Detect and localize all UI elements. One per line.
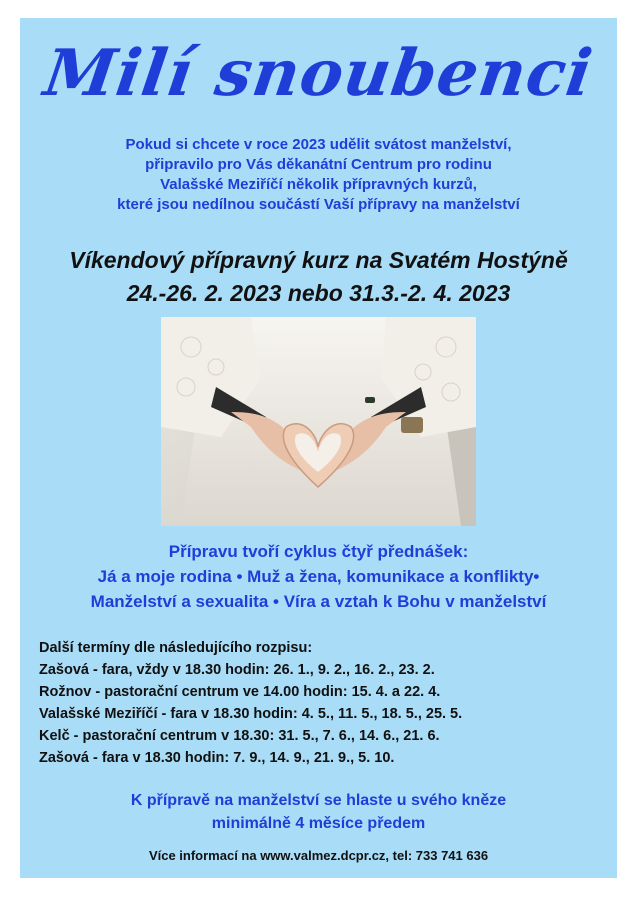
schedule-row: Zašová - fara, vždy v 18.30 hodin: 26. 1., 9. 2., 16. 2., 23. 2.	[39, 662, 435, 678]
schedule	[39, 637, 609, 769]
wedding-couple-heart-hands-photo	[161, 317, 476, 526]
lecture-cycle	[20, 539, 617, 614]
course-name: Víkendový přípravný kurz na Svatém Hostýně	[69, 247, 568, 273]
signup-line-1: K přípravě na manželství se hlaste u svého kněze	[130, 792, 507, 809]
contact-info: Více informací na www.valmez.dcpr.cz, tel: 733 741 636	[148, 848, 489, 863]
schedule-row: Kelč - pastorační centrum v 18.30: 31. 5., 7. 6., 14. 6., 21. 6.	[39, 728, 440, 744]
schedule-row: Zašová - fara v 18.30 hodin: 7. 9., 14. 9., 21. 9., 5. 10.	[39, 750, 395, 766]
schedule-row: Valašské Meziříčí - fara v 18.30 hodin: 4. 5., 11. 5., 18. 5., 25. 5.	[39, 706, 463, 722]
cycle-line-2: Manželství a sexualita • Víra a vztah k Bohu v manželství	[90, 592, 547, 611]
cycle-line-1: Já a moje rodina • Muž a žena, komunikace a konflikty•	[97, 567, 540, 586]
cycle-heading: Přípravu tvoří cyklus čtyř přednášek:	[168, 542, 469, 561]
schedule-row: Rožnov - pastorační centrum ve 14.00 hodin: 15. 4. a 22. 4.	[39, 684, 441, 700]
poster	[20, 18, 617, 878]
intro-line-2: připravilo pro Vás děkanátní Centrum pro rodinu	[145, 156, 492, 173]
schedule-heading: Další termíny dle následujícího rozpisu:	[39, 640, 313, 656]
intro-line-1	[20, 135, 617, 155]
intro-line-4: které jsou nedílnou součástí Vaší přípravy na manželství	[117, 196, 520, 213]
page-title: Milí snoubenci	[39, 36, 598, 111]
signup-line-2: minimálně 4 měsíce předem	[211, 815, 426, 832]
intro-line-1-end: udělit svátost manželství,	[325, 136, 512, 153]
course-headline	[20, 244, 617, 310]
course-dates: 24.-26. 2. 2023 nebo 31.3.-2. 4. 2023	[126, 280, 511, 306]
intro-line-1-start: Pokud si chcete v roce	[125, 136, 293, 153]
intro-line-3: Valašské Meziříčí několik přípravných kurzů,	[160, 176, 477, 193]
signup-notice	[20, 789, 617, 835]
intro-text	[20, 135, 617, 215]
intro-year: 2023	[292, 136, 326, 153]
